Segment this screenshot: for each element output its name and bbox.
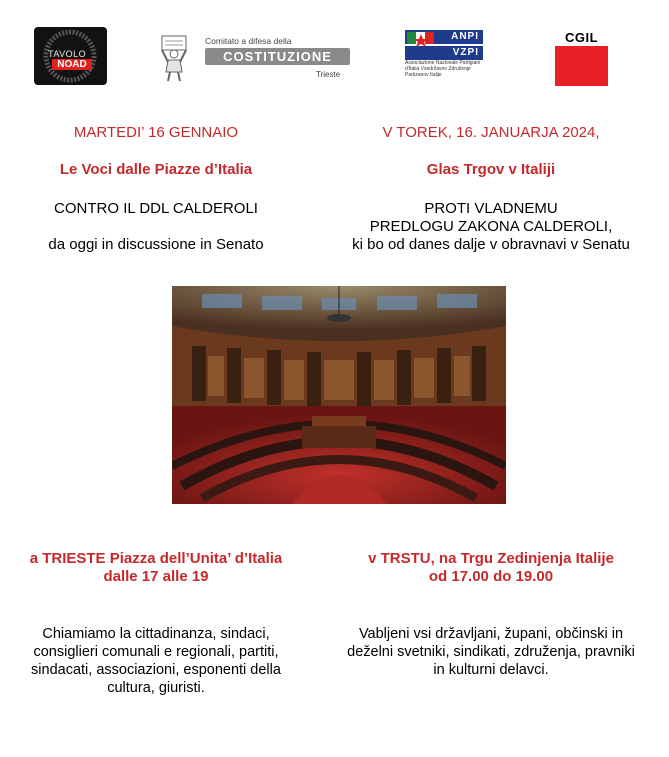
anpi-top-bar: ANPI [405, 30, 483, 44]
italian-subtitle: da oggi in discussione in Senato [48, 236, 264, 253]
italian-title: Le Voci dalle Piazze d’Italia [59, 161, 253, 178]
cgil-logo [555, 30, 608, 86]
italian-call-line: consiglieri comunali e regionali, partiti, [33, 644, 279, 660]
noad-top-text: TAVOLO [48, 49, 87, 59]
costituzione-city: Trieste [316, 70, 341, 79]
italian-call-line: sindacati, associazioni, esponenti della [31, 662, 281, 678]
slovenian-subtitle: ki bo od danes dalje v obravnavi v Senatu [352, 236, 630, 253]
cgil-text: CGIL [564, 30, 599, 45]
costituzione-big-text: COSTITUZIONE [205, 48, 350, 65]
anpi-sub-text: Associazione Nazionale Partigiani d'Italia Vsedržavno Združenje Partizanov Italije [405, 60, 481, 78]
anpi-bottom-bar: VZPI [405, 46, 483, 60]
costituzione-small-text: Comitato a difesa della [205, 36, 292, 46]
slovenian-call-line: deželni svetniki, sindikati, združenja, pravniki [347, 644, 635, 660]
slovenian-against-2: PREDLOGU ZAKONA CALDEROLI, [369, 218, 613, 235]
costituzione-figure-icon [158, 32, 198, 82]
slovenian-place: v TRSTU, na Trgu Zedinjenja Italije [368, 550, 614, 567]
anpi-logo [405, 30, 483, 88]
slovenian-against-1: PROTI VLADNEMU [424, 200, 558, 217]
italian-date: MARTEDI’ 16 GENNAIO [73, 124, 239, 141]
noad-main-text: NOAD [52, 59, 92, 70]
italian-call-line: Chiamiamo la cittadinanza, sindaci, [42, 626, 270, 642]
italian-call [0, 625, 312, 697]
slovenian-call-line: in kulturni delavci. [433, 662, 549, 678]
italian-time: dalle 17 alle 19 [103, 568, 209, 585]
slovenian-call [322, 625, 660, 679]
italian-against: CONTRO IL DDL CALDEROLI [54, 200, 258, 217]
slovenian-date: V TOREK, 16. JANUARJA 2024, [382, 124, 600, 141]
italian-place: a TRIESTE Piazza dell’Unita’ d’Italia [29, 550, 283, 567]
slovenian-call-line: Vabljeni vsi državljani, župani, občinski in [358, 626, 624, 642]
slovenian-time: od 17.00 do 19.00 [428, 568, 554, 585]
costituzione-logo [158, 32, 358, 84]
senate-chamber-photo [172, 286, 506, 504]
tavolo-noad-logo [34, 27, 107, 85]
italian-call-line: cultura, giuristi. [107, 680, 205, 696]
cgil-red-square [555, 46, 608, 86]
slovenian-title: Glas Trgov v Italiji [426, 161, 556, 178]
